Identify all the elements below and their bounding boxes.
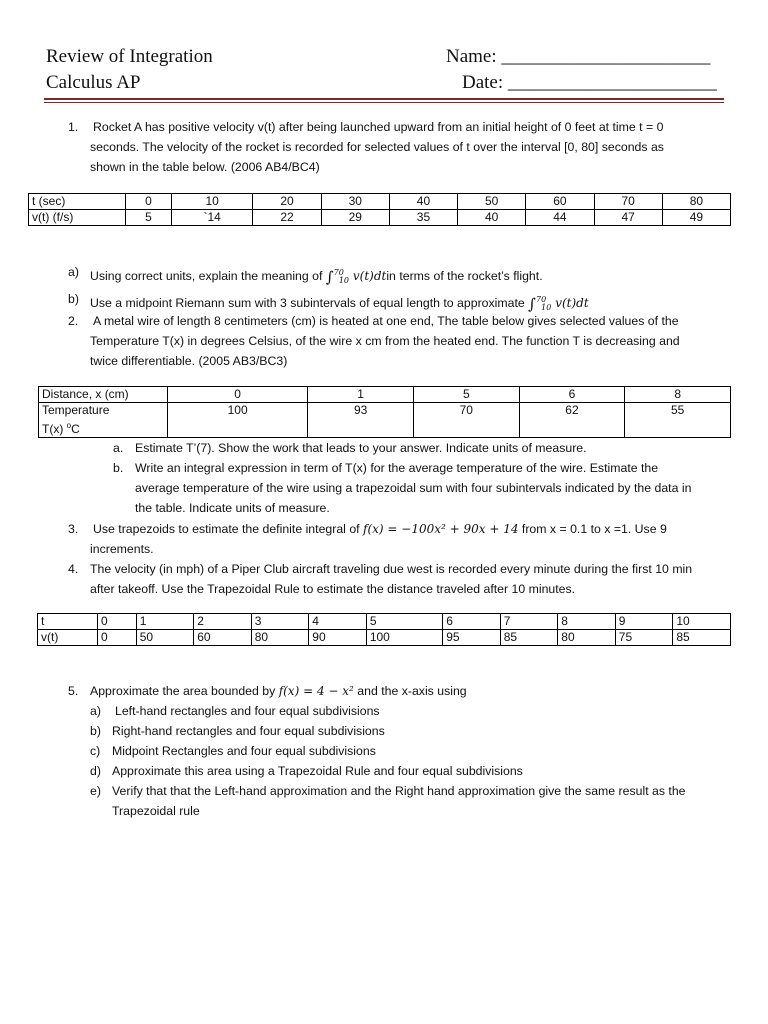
table-cell: 1: [308, 387, 414, 403]
table-cell: 62: [519, 403, 625, 438]
table-row: [38, 630, 731, 646]
q2-number: 2.: [68, 314, 79, 328]
polynomial-formula: f(x) = −100x² + 90x + 14: [363, 522, 519, 536]
date-field: Date: ______________________: [462, 72, 717, 93]
table-cell: 80: [662, 194, 730, 210]
table-cell: 95: [443, 630, 501, 646]
q2-part-b-label: b.: [113, 461, 124, 475]
q2-line-1: A metal wire of length 8 centimeters (cm) is heated at one end, The table below gives selected values of the: [93, 314, 679, 328]
table-cell: 2: [194, 614, 252, 630]
q2-part-b-line-2: average temperature of the wire using a trapezoidal sum with four subintervals indicated by the data in: [135, 481, 692, 495]
table-cell: 20: [253, 194, 321, 210]
table-cell: 80: [251, 630, 309, 646]
header-rule-thin: [44, 102, 724, 103]
q5-item-c: Midpoint Rectangles and four equal subdivisions: [112, 744, 376, 758]
q1-part-a-label: a): [68, 265, 79, 279]
table-cell: 6: [443, 614, 501, 630]
q5-item-b-label: b): [90, 724, 101, 738]
table-cell: 0: [98, 614, 137, 630]
table-cell: 90: [309, 630, 367, 646]
table-cell: 5: [366, 614, 442, 630]
q4-number: 4.: [68, 562, 79, 576]
table-cell: 100: [168, 403, 308, 438]
q4-line-2: after takeoff. Use the Trapezoidal Rule to estimate the distance traveled after 10 minutes.: [90, 582, 576, 596]
table-cell: 93: [308, 403, 414, 438]
q1-line-3: shown in the table below. (2006 AB4/BC4): [90, 160, 320, 174]
course-name: Calculus AP: [46, 72, 141, 93]
q2-part-b-line-3: the table. Indicate units of measure.: [135, 501, 330, 515]
header-rule-thick: [44, 98, 724, 100]
q5-item-e: Verify that that the Left-hand approximation and the Right hand approximation give the same result as the: [112, 784, 686, 798]
table-cell: 60: [526, 194, 594, 210]
table-row: [39, 387, 731, 403]
table-cell: [39, 403, 168, 438]
integral-sign-icon: ∫: [528, 295, 536, 313]
q5-text-end: and the x-axis using: [357, 684, 467, 698]
definite-integral: [528, 295, 589, 313]
integral-lower-limit: 10: [338, 276, 350, 286]
table-cell: 55: [625, 403, 731, 438]
q3-text-end: from x = 0.1 to x =1. Use 9: [521, 522, 667, 536]
table-cell: v(t) (f/s): [29, 210, 126, 226]
q5-item-d: Approximate this area using a Trapezoidal Rule and four equal subdivisions: [112, 764, 523, 778]
table-cell: 85: [673, 630, 731, 646]
q4-line-1: The velocity (in mph) of a Piper Club aircraft traveling due west is recorded every minute during the first 10 min: [90, 562, 693, 576]
table-cell: 40: [389, 194, 457, 210]
q1-number: 1.: [68, 120, 79, 134]
table-cell: 29: [321, 210, 389, 226]
table-cell: 5: [126, 210, 172, 226]
table-cell: 10: [673, 614, 731, 630]
definite-integral: [325, 268, 387, 286]
q1-line-2: seconds. The velocity of the rocket is recorded for selected values of t over the interval [0, 80] seconds as: [90, 140, 664, 154]
q5-item-c-label: c): [90, 744, 101, 758]
table-row: [29, 194, 731, 210]
table-cell: t: [38, 614, 98, 630]
q2-part-a-label: a.: [113, 441, 124, 455]
table-cell: v(t): [38, 630, 98, 646]
q1-line-1: Rocket A has positive velocity v(t) after being launched upward from an initial height of 0 feet at time t = 0: [93, 120, 664, 134]
integral-sign-icon: ∫: [325, 268, 334, 286]
table-cell: 75: [615, 630, 673, 646]
table-cell: 85: [500, 630, 558, 646]
table-cell: 44: [526, 210, 594, 226]
table-cell: 7: [500, 614, 558, 630]
table-cell: 30: [321, 194, 389, 210]
table-cell: 10: [171, 194, 253, 210]
q5-text: Approximate the area bounded by: [90, 684, 276, 698]
table-cell: 0: [98, 630, 137, 646]
q1-part-a-text: Using correct units, explain the meaning of: [90, 269, 323, 283]
q3-line-2: increments.: [90, 542, 154, 556]
q1-part-a-text-end: in terms of the rocket’s flight.: [386, 269, 543, 283]
table-cell: 0: [168, 387, 308, 403]
aircraft-velocity-table: [37, 613, 731, 646]
table-cell: 40: [458, 210, 526, 226]
q2-line-2: Temperature T(x) in degrees Celsius, of the wire x cm from the heated end. The function T is decreasing and: [90, 334, 680, 348]
q5-item-a: Left-hand rectangles and four equal subdivisions: [115, 704, 380, 718]
table-cell: 3: [251, 614, 309, 630]
temperature-unit-label: T(x) $^o$C: [42, 421, 80, 436]
q5-item-a-label: a): [90, 704, 101, 718]
table-cell: 9: [615, 614, 673, 630]
q3-line-1: [93, 520, 667, 540]
table-cell: 70: [413, 403, 519, 438]
q3-text: Use trapezoids to estimate the definite integral of: [93, 522, 360, 536]
q5-item-b: Right-hand rectangles and four equal subdivisions: [112, 724, 385, 738]
integrand: v(t)dt: [555, 296, 589, 310]
q5-number: 5.: [68, 684, 79, 698]
q1-part-b-text: Use a midpoint Riemann sum with 3 subintervals of equal length to approximate: [90, 296, 525, 310]
q1-part-a: [90, 263, 543, 291]
table-cell: 1: [136, 614, 194, 630]
integral-lower-limit: 10: [541, 303, 552, 313]
table-cell: 50: [458, 194, 526, 210]
integrand: v(t)dt: [352, 269, 387, 283]
table-cell: 100: [366, 630, 442, 646]
table-cell: 80: [558, 630, 616, 646]
q2-part-a-text: Estimate T’(7). Show the work that leads to your answer. Indicate units of measure.: [135, 441, 587, 455]
table-cell: 70: [594, 194, 662, 210]
table-cell: `14: [171, 210, 253, 226]
q1-part-b-label: b): [68, 292, 79, 306]
table-cell: 35: [389, 210, 457, 226]
table-row: [29, 210, 731, 226]
table-row: [38, 614, 731, 630]
table-cell: 5: [413, 387, 519, 403]
integral-upper-limit: 70: [333, 268, 344, 277]
name-field: Name: ______________________: [446, 46, 711, 67]
table-cell: 6: [519, 387, 625, 403]
table-cell: Distance, x (cm): [39, 387, 168, 403]
parabola-formula: f(x) = 4 − x²: [278, 684, 354, 698]
table-cell: 50: [136, 630, 194, 646]
table-cell: t (sec): [29, 194, 126, 210]
table-cell: 49: [662, 210, 730, 226]
table-cell: 22: [253, 210, 321, 226]
table-cell: 8: [625, 387, 731, 403]
q2-line-3: twice differentiable. (2005 AB3/BC3): [90, 354, 288, 368]
rocket-velocity-table: [28, 193, 731, 226]
temperature-label: Temperature: [42, 403, 110, 417]
q5-item-e-line-2: Trapezoidal rule: [112, 804, 200, 818]
q5-item-e-label: e): [90, 784, 101, 798]
table-cell: 60: [194, 630, 252, 646]
q5-line-1: [90, 682, 467, 702]
degree-mark: o: [66, 421, 72, 430]
q5-item-d-label: d): [90, 764, 101, 778]
table-row: [39, 403, 731, 438]
table-cell: 47: [594, 210, 662, 226]
table-cell: 4: [309, 614, 367, 630]
table-cell: 8: [558, 614, 616, 630]
wire-temperature-table: [38, 386, 731, 438]
integral-upper-limit: 70: [535, 295, 547, 304]
table-cell: 0: [126, 194, 172, 210]
q2-part-b-line-1: Write an integral expression in term of T(x) for the average temperature of the wire. Estimate the: [135, 461, 659, 475]
q3-number: 3.: [68, 522, 79, 536]
worksheet-title: Review of Integration: [46, 46, 213, 67]
